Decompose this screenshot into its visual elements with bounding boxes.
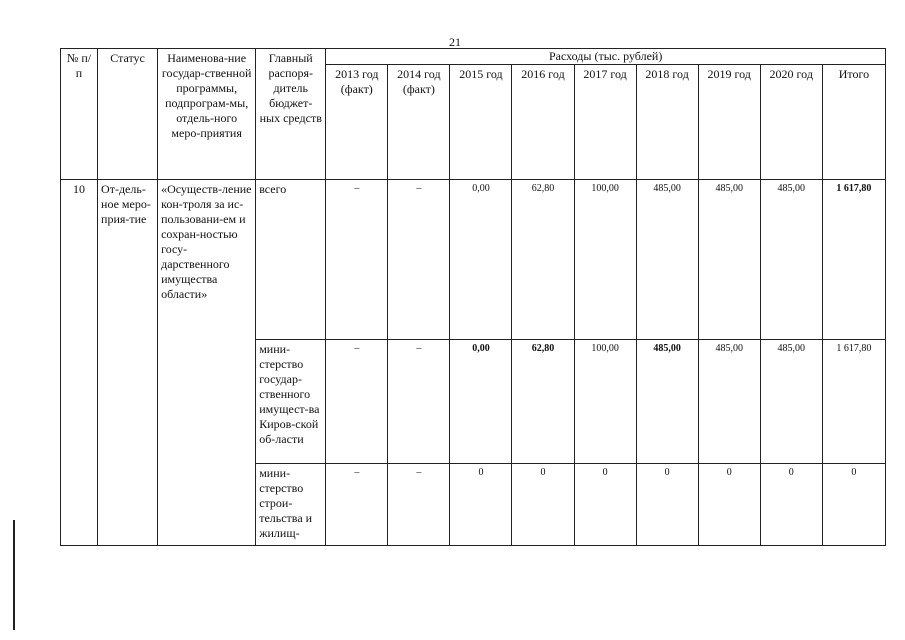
row-number: 10 bbox=[61, 180, 98, 546]
header-expenses: Расходы (тыс. рублей) bbox=[326, 49, 886, 65]
value-cell: 100,00 bbox=[574, 340, 636, 464]
value-cell: – bbox=[326, 180, 388, 340]
header-total: Итого bbox=[822, 65, 885, 180]
header-year: 2016 год bbox=[512, 65, 574, 180]
value-cell: 100,00 bbox=[574, 180, 636, 340]
header-status: Статус bbox=[98, 49, 158, 180]
header-admin: Главный распоря-дитель бюджет-ных средств bbox=[256, 49, 326, 180]
value-cell: – bbox=[388, 464, 450, 546]
header-year: 2014 год (факт) bbox=[388, 65, 450, 180]
header-year: 2019 год bbox=[698, 65, 760, 180]
value-cell: – bbox=[326, 340, 388, 464]
header-name: Наименова-ние государ-ственной программы, подпрограм-мы, отдель-ного меро-приятия bbox=[158, 49, 256, 180]
value-cell: 0,00 bbox=[450, 340, 512, 464]
admin-cell: всего bbox=[256, 180, 326, 340]
header-year: 2018 год bbox=[636, 65, 698, 180]
admin-cell: мини-стерство строи-тельства и жилищ- bbox=[256, 464, 326, 546]
total-cell: 1 617,80 bbox=[822, 180, 885, 340]
header-num: № п/п bbox=[61, 49, 98, 180]
margin-line bbox=[13, 520, 15, 630]
value-cell: 0 bbox=[574, 464, 636, 546]
value-cell: – bbox=[388, 180, 450, 340]
admin-cell: мини-стерство государ-ственного имущест-ва Киров-ской об-ласти bbox=[256, 340, 326, 464]
value-cell: – bbox=[388, 340, 450, 464]
value-cell: 0 bbox=[698, 464, 760, 546]
total-cell: 0 bbox=[822, 464, 885, 546]
header-year: 2020 год bbox=[760, 65, 822, 180]
budget-table bbox=[60, 48, 886, 546]
row-program-name: «Осуществ-ление кон-троля за ис-пользовани-ем и сохран-ностью госу-дарственного имущества области» bbox=[158, 180, 256, 546]
value-cell: 485,00 bbox=[636, 180, 698, 340]
total-cell: 1 617,80 bbox=[822, 340, 885, 464]
value-cell: 0 bbox=[636, 464, 698, 546]
value-cell: 0,00 bbox=[450, 180, 512, 340]
header-year: 2015 год bbox=[450, 65, 512, 180]
value-cell: 62,80 bbox=[512, 180, 574, 340]
header-year: 2013 год (факт) bbox=[326, 65, 388, 180]
value-cell: 485,00 bbox=[636, 340, 698, 464]
value-cell: 485,00 bbox=[760, 340, 822, 464]
value-cell: 0 bbox=[450, 464, 512, 546]
value-cell: – bbox=[326, 464, 388, 546]
header-year: 2017 год bbox=[574, 65, 636, 180]
value-cell: 485,00 bbox=[698, 180, 760, 340]
page-number: 21 bbox=[449, 35, 461, 49]
value-cell: 485,00 bbox=[760, 180, 822, 340]
value-cell: 0 bbox=[760, 464, 822, 546]
value-cell: 485,00 bbox=[698, 340, 760, 464]
value-cell: 62,80 bbox=[512, 340, 574, 464]
value-cell: 0 bbox=[512, 464, 574, 546]
row-status: От-дель-ное меро-прия-тие bbox=[98, 180, 158, 546]
